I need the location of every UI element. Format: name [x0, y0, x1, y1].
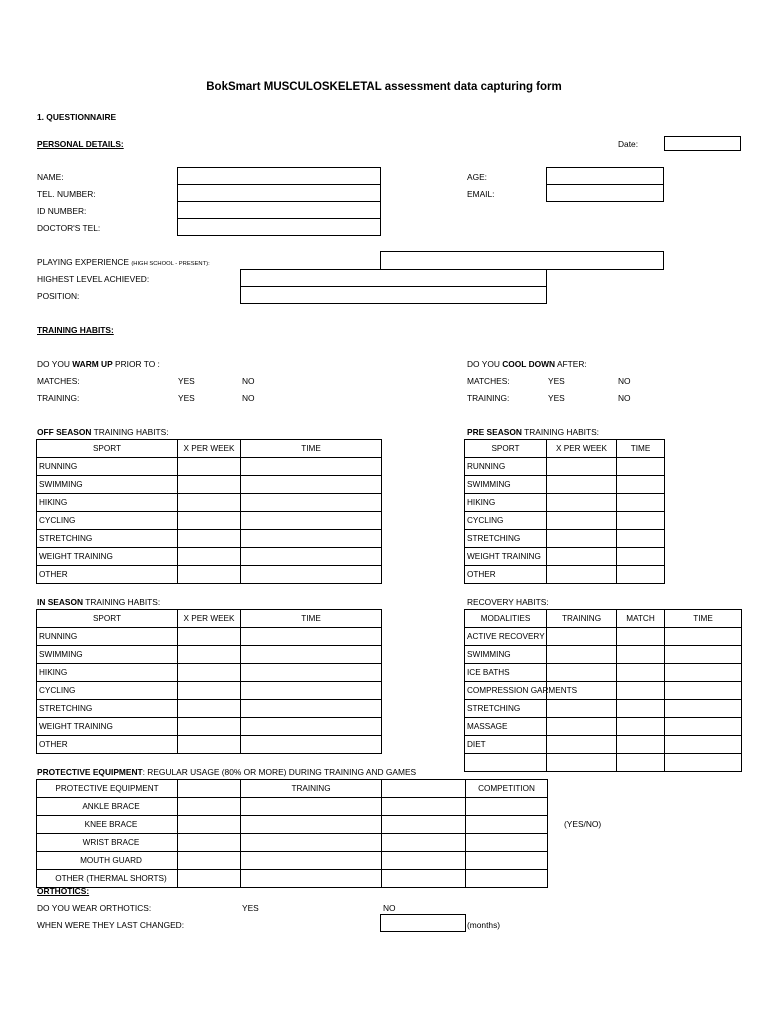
pre-season-time-cell[interactable] — [617, 512, 665, 530]
warm-matches-yes[interactable]: YES — [178, 376, 195, 386]
warm-up-bold: WARM UP — [72, 359, 113, 369]
protective-entry-cell[interactable] — [178, 816, 241, 834]
protective-competition-cell[interactable] — [466, 852, 548, 870]
off-season-table-row — [37, 548, 382, 566]
doctor-tel-field[interactable] — [177, 218, 381, 236]
in-season-heading — [37, 597, 160, 607]
recovery-match-cell[interactable] — [617, 628, 665, 646]
orthotics-heading: ORTHOTICS: — [37, 886, 90, 896]
protective-item-cell: KNEE BRACE — [37, 816, 178, 834]
protective-competition-cell[interactable] — [466, 798, 548, 816]
protective-item-cell: ANKLE BRACE — [37, 798, 178, 816]
in-season-table-row — [37, 646, 382, 664]
in-season-per-week-cell[interactable] — [178, 646, 241, 664]
recovery-table-row — [465, 628, 742, 646]
in-season-table-row — [37, 700, 382, 718]
recovery-modality-cell: DIET — [465, 736, 547, 754]
pre-season-rest: TRAINING HABITS: — [521, 427, 600, 437]
recovery-header-cell: MATCH — [617, 610, 665, 628]
off-season-sport-cell: HIKING — [37, 494, 178, 512]
in-season-time-cell[interactable] — [241, 646, 382, 664]
protective-header-cell: TRAINING — [241, 780, 382, 798]
pre-season-sport-cell: WEIGHT TRAINING — [465, 548, 547, 566]
recovery-training-cell[interactable] — [547, 628, 617, 646]
yes-no-note: (YES/NO) — [564, 819, 602, 829]
pre-season-table-row — [465, 476, 665, 494]
recovery-modality-cell: COMPRESSION GARMENTS — [465, 682, 547, 700]
recovery-match-cell[interactable] — [617, 736, 665, 754]
recovery-time-cell[interactable] — [665, 754, 742, 772]
date-label: Date: — [618, 139, 639, 149]
recovery-modality-cell: SWIMMING — [465, 646, 547, 664]
recovery-time-cell[interactable] — [665, 736, 742, 754]
in-season-time-cell[interactable] — [241, 682, 382, 700]
off-season-sport-cell: OTHER — [37, 566, 178, 584]
in-season-header-row — [37, 610, 382, 628]
protective-header-row — [37, 780, 548, 798]
protective-table-row — [37, 870, 548, 888]
protective-entry-cell[interactable] — [382, 798, 466, 816]
recovery-training-cell[interactable] — [547, 754, 617, 772]
recovery-match-cell[interactable] — [617, 718, 665, 736]
recovery-time-cell[interactable] — [665, 682, 742, 700]
highest-level-field[interactable] — [240, 269, 547, 287]
in-season-time-cell[interactable] — [241, 736, 382, 754]
off-season-per-week-cell[interactable] — [178, 548, 241, 566]
off-season-per-week-cell[interactable] — [178, 530, 241, 548]
in-season-time-cell[interactable] — [241, 628, 382, 646]
protective-table — [36, 779, 548, 888]
orthotics-changed-label: WHEN WERE THEY LAST CHANGED: — [37, 920, 185, 930]
protective-competition-cell[interactable] — [466, 834, 548, 852]
off-season-time-cell[interactable] — [241, 458, 382, 476]
recovery-training-cell[interactable] — [547, 700, 617, 718]
recovery-modality-cell: ACTIVE RECOVERY — [465, 628, 547, 646]
in-season-table-row — [37, 682, 382, 700]
off-season-sport-cell: SWIMMING — [37, 476, 178, 494]
pre-season-header-row — [465, 440, 665, 458]
pre-season-per-week-cell[interactable] — [547, 512, 617, 530]
tel-field[interactable] — [177, 184, 381, 202]
recovery-training-cell[interactable] — [547, 718, 617, 736]
pre-season-per-week-cell[interactable] — [547, 566, 617, 584]
email-label: EMAIL: — [467, 189, 495, 199]
in-season-time-cell[interactable] — [241, 718, 382, 736]
off-season-sport-cell: WEIGHT TRAINING — [37, 548, 178, 566]
off-season-per-week-cell[interactable] — [178, 458, 241, 476]
in-season-header-cell: SPORT — [37, 610, 178, 628]
protective-header-cell: PROTECTIVE EQUIPMENT — [37, 780, 178, 798]
in-season-per-week-cell[interactable] — [178, 664, 241, 682]
protective-competition-cell[interactable] — [466, 816, 548, 834]
recovery-time-cell[interactable] — [665, 700, 742, 718]
pre-season-table-row — [465, 548, 665, 566]
id-label: ID NUMBER: — [37, 206, 87, 216]
playing-experience-label — [37, 257, 210, 269]
recovery-match-cell[interactable] — [617, 682, 665, 700]
pre-season-header-cell: X PER WEEK — [547, 440, 617, 458]
pre-season-table-row — [465, 512, 665, 530]
pre-season-header-cell: TIME — [617, 440, 665, 458]
warm-training-no[interactable]: NO — [242, 393, 255, 403]
off-season-per-week-cell[interactable] — [178, 476, 241, 494]
pre-season-sport-cell: SWIMMING — [465, 476, 547, 494]
in-season-bold: IN SEASON — [37, 597, 84, 607]
cool-matches-no[interactable]: NO — [618, 376, 631, 386]
protective-entry-cell[interactable] — [178, 870, 241, 888]
pre-season-table — [464, 439, 665, 584]
protective-entry-cell[interactable] — [178, 852, 241, 870]
position-label: POSITION: — [37, 291, 80, 301]
pre-season-time-cell[interactable] — [617, 548, 665, 566]
personal-details-heading: PERSONAL DETAILS: — [37, 139, 124, 149]
protective-training-cell[interactable] — [241, 870, 382, 888]
recovery-modality-cell: MASSAGE — [465, 718, 547, 736]
off-season-rest: TRAINING HABITS: — [91, 427, 169, 437]
off-season-time-cell[interactable] — [241, 512, 382, 530]
warm-training-label: TRAINING: — [37, 393, 80, 403]
warm-matches-no[interactable]: NO — [242, 376, 255, 386]
recovery-match-cell[interactable] — [617, 700, 665, 718]
protective-entry-cell[interactable] — [178, 798, 241, 816]
pre-season-time-cell[interactable] — [617, 530, 665, 548]
recovery-modality-cell: STRETCHING — [465, 700, 547, 718]
recovery-header-cell: TIME — [665, 610, 742, 628]
protective-heading — [37, 767, 416, 777]
in-season-sport-cell: STRETCHING — [37, 700, 178, 718]
protective-competition-cell[interactable] — [466, 870, 548, 888]
section-questionnaire: 1. QUESTIONNAIRE — [37, 112, 117, 122]
off-season-per-week-cell[interactable] — [178, 566, 241, 584]
protective-training-cell[interactable] — [241, 834, 382, 852]
in-season-table-row — [37, 628, 382, 646]
name-field[interactable] — [177, 167, 381, 185]
pre-season-table-row — [465, 530, 665, 548]
protective-table-row — [37, 852, 548, 870]
pre-season-bold: PRE SEASON — [467, 427, 522, 437]
off-season-table-row — [37, 458, 382, 476]
protective-header-blank — [382, 780, 466, 798]
recovery-time-cell[interactable] — [665, 646, 742, 664]
recovery-time-cell[interactable] — [665, 718, 742, 736]
pre-season-heading — [467, 427, 599, 437]
off-season-bold: OFF SEASON — [37, 427, 92, 437]
recovery-table-row — [465, 664, 742, 682]
off-season-sport-cell: STRETCHING — [37, 530, 178, 548]
off-season-table — [36, 439, 382, 584]
in-season-per-week-cell[interactable] — [178, 628, 241, 646]
protective-entry-cell[interactable] — [382, 870, 466, 888]
in-season-table — [36, 609, 382, 754]
recovery-table-row — [465, 646, 742, 664]
recovery-training-cell[interactable] — [547, 736, 617, 754]
recovery-table-row — [465, 718, 742, 736]
pre-season-time-cell[interactable] — [617, 566, 665, 584]
age-field[interactable] — [546, 167, 664, 185]
cool-matches-label: MATCHES: — [467, 376, 510, 386]
recovery-header-cell: TRAINING — [547, 610, 617, 628]
off-season-header-row — [37, 440, 382, 458]
in-season-table-row — [37, 718, 382, 736]
position-field[interactable] — [240, 286, 547, 304]
recovery-training-cell[interactable] — [547, 664, 617, 682]
off-season-sport-cell: CYCLING — [37, 512, 178, 530]
cool-training-no[interactable]: NO — [618, 393, 631, 403]
protective-item-cell: WRIST BRACE — [37, 834, 178, 852]
pre-season-header-cell: SPORT — [465, 440, 547, 458]
recovery-header-row — [465, 610, 742, 628]
pre-season-per-week-cell[interactable] — [547, 458, 617, 476]
orthotics-yes[interactable]: YES — [242, 903, 259, 913]
months-label: (months) — [467, 920, 501, 930]
protective-rest: : REGULAR USAGE (80% OR MORE) DURING TRAINING AND GAMES — [142, 767, 417, 777]
recovery-match-cell[interactable] — [617, 646, 665, 664]
protective-item-cell: OTHER (THERMAL SHORTS) — [37, 870, 178, 888]
recovery-header-cell: MODALITIES — [465, 610, 547, 628]
pre-season-time-cell[interactable] — [617, 458, 665, 476]
pre-season-sport-cell: CYCLING — [465, 512, 547, 530]
cool-down-pre: DO YOU — [467, 359, 503, 369]
protective-header-cell: COMPETITION — [466, 780, 548, 798]
recovery-table-row — [465, 736, 742, 754]
recovery-modality-cell: ICE BATHS — [465, 664, 547, 682]
off-season-heading — [37, 427, 169, 437]
protective-training-cell[interactable] — [241, 798, 382, 816]
protective-table-row — [37, 816, 548, 834]
protective-bold: PROTECTIVE EQUIPMENT — [37, 767, 143, 777]
off-season-table-row — [37, 494, 382, 512]
pre-season-per-week-cell[interactable] — [547, 530, 617, 548]
form-title: BokSmart MUSCULOSKELETAL assessment data capturing form — [206, 81, 562, 93]
pre-season-table-row — [465, 458, 665, 476]
id-field[interactable] — [177, 201, 381, 219]
off-season-time-cell[interactable] — [241, 548, 382, 566]
highest-level-label: HIGHEST LEVEL ACHIEVED: — [37, 274, 150, 284]
in-season-table-row — [37, 736, 382, 754]
cool-down-post: AFTER: — [555, 359, 587, 369]
recovery-match-cell[interactable] — [617, 664, 665, 682]
recovery-table-row — [465, 700, 742, 718]
cool-training-label: TRAINING: — [467, 393, 510, 403]
warm-up-question — [37, 359, 160, 369]
off-season-table-row — [37, 530, 382, 548]
playing-experience-field[interactable] — [380, 251, 664, 270]
email-field[interactable] — [546, 184, 664, 202]
in-season-header-cell: TIME — [241, 610, 382, 628]
orthotics-no[interactable]: NO — [383, 903, 396, 913]
cool-down-bold: COOL DOWN — [502, 359, 556, 369]
protective-training-cell[interactable] — [241, 852, 382, 870]
recovery-time-cell[interactable] — [665, 664, 742, 682]
recovery-time-cell[interactable] — [665, 628, 742, 646]
in-season-per-week-cell[interactable] — [178, 736, 241, 754]
pre-season-sport-cell: RUNNING — [465, 458, 547, 476]
recovery-heading: RECOVERY HABITS: — [467, 597, 549, 607]
pre-season-table-row — [465, 566, 665, 584]
protective-item-cell: MOUTH GUARD — [37, 852, 178, 870]
protective-table-row — [37, 834, 548, 852]
in-season-sport-cell: OTHER — [37, 736, 178, 754]
pre-season-time-cell[interactable] — [617, 476, 665, 494]
pre-season-per-week-cell[interactable] — [547, 548, 617, 566]
date-field[interactable] — [664, 136, 741, 151]
cool-down-question — [467, 359, 587, 369]
in-season-sport-cell: WEIGHT TRAINING — [37, 718, 178, 736]
name-label: NAME: — [37, 172, 64, 182]
in-season-per-week-cell[interactable] — [178, 700, 241, 718]
cool-training-yes[interactable]: YES — [548, 393, 565, 403]
off-season-header-cell: TIME — [241, 440, 382, 458]
in-season-sport-cell: CYCLING — [37, 682, 178, 700]
in-season-header-cell: X PER WEEK — [178, 610, 241, 628]
off-season-per-week-cell[interactable] — [178, 494, 241, 512]
playing-experience-note: (HIGH SCHOOL - PRESENT): — [131, 261, 210, 267]
orthotics-wear-label: DO YOU WEAR ORTHOTICS: — [37, 903, 152, 913]
pre-season-sport-cell: OTHER — [465, 566, 547, 584]
in-season-per-week-cell[interactable] — [178, 682, 241, 700]
recovery-table-row — [465, 682, 742, 700]
cool-matches-yes[interactable]: YES — [548, 376, 565, 386]
protective-entry-cell[interactable] — [382, 816, 466, 834]
off-season-table-row — [37, 566, 382, 584]
off-season-time-cell[interactable] — [241, 494, 382, 512]
warm-up-pre: DO YOU — [37, 359, 73, 369]
in-season-sport-cell: HIKING — [37, 664, 178, 682]
pre-season-sport-cell: STRETCHING — [465, 530, 547, 548]
off-season-header-cell: SPORT — [37, 440, 178, 458]
off-season-sport-cell: RUNNING — [37, 458, 178, 476]
off-season-table-row — [37, 476, 382, 494]
recovery-training-cell[interactable] — [547, 646, 617, 664]
off-season-table-row — [37, 512, 382, 530]
recovery-table-row — [465, 754, 742, 772]
recovery-table — [464, 609, 742, 772]
in-season-table-row — [37, 664, 382, 682]
in-season-per-week-cell[interactable] — [178, 718, 241, 736]
off-season-header-cell: X PER WEEK — [178, 440, 241, 458]
doctor-tel-label: DOCTOR'S TEL: — [37, 223, 101, 233]
off-season-time-cell[interactable] — [241, 530, 382, 548]
protective-training-cell[interactable] — [241, 816, 382, 834]
pre-season-per-week-cell[interactable] — [547, 494, 617, 512]
pre-season-per-week-cell[interactable] — [547, 476, 617, 494]
in-season-time-cell[interactable] — [241, 664, 382, 682]
protective-entry-cell[interactable] — [382, 834, 466, 852]
pre-season-time-cell[interactable] — [617, 494, 665, 512]
off-season-per-week-cell[interactable] — [178, 512, 241, 530]
age-label: AGE: — [467, 172, 488, 182]
tel-label: TEL. NUMBER: — [37, 189, 96, 199]
recovery-modality-cell — [465, 754, 547, 772]
off-season-time-cell[interactable] — [241, 476, 382, 494]
recovery-match-cell[interactable] — [617, 754, 665, 772]
protective-header-blank — [178, 780, 241, 798]
off-season-time-cell[interactable] — [241, 566, 382, 584]
pre-season-sport-cell: HIKING — [465, 494, 547, 512]
warm-up-post: PRIOR TO : — [112, 359, 160, 369]
in-season-sport-cell: RUNNING — [37, 628, 178, 646]
protective-entry-cell[interactable] — [382, 852, 466, 870]
pre-season-table-row — [465, 494, 665, 512]
playing-experience-text: PLAYING EXPERIENCE — [37, 257, 129, 267]
in-season-time-cell[interactable] — [241, 700, 382, 718]
protective-entry-cell[interactable] — [178, 834, 241, 852]
training-habits-heading: TRAINING HABITS: — [37, 325, 114, 335]
warm-training-yes[interactable]: YES — [178, 393, 195, 403]
warm-matches-label: MATCHES: — [37, 376, 80, 386]
in-season-rest: TRAINING HABITS: — [83, 597, 161, 607]
protective-table-row — [37, 798, 548, 816]
in-season-sport-cell: SWIMMING — [37, 646, 178, 664]
orthotics-changed-field[interactable] — [380, 914, 466, 932]
